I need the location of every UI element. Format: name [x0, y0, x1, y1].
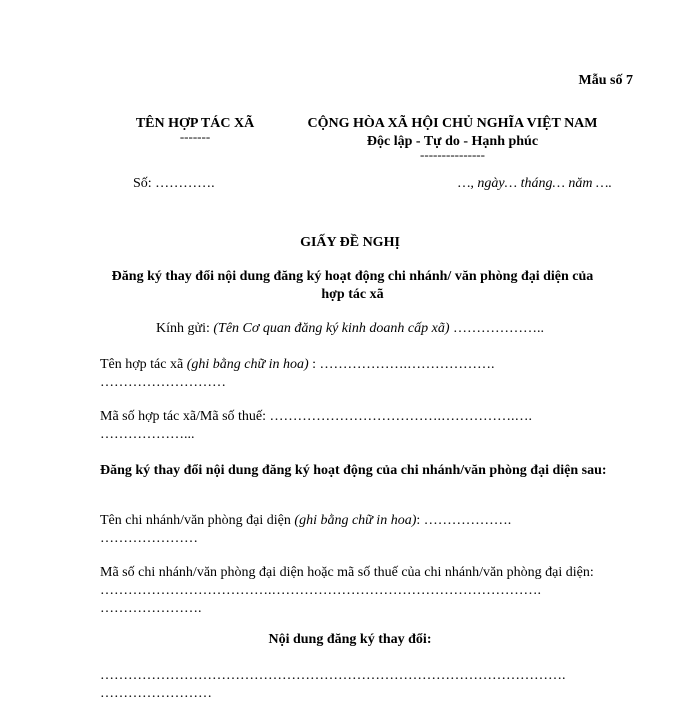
field-dots: ……………………………………………………………………………………….	[100, 668, 566, 683]
nation-title: CỘNG HÒA XÃ HỘI CHỦ NGHĨA VIỆT NAM	[307, 116, 598, 131]
motto-divider: ---------------	[420, 147, 485, 162]
field-cooperative-name	[100, 356, 610, 392]
recipient-line	[0, 321, 700, 337]
recipient-label: Kính gửi:	[156, 321, 214, 336]
field-label: Tên chi nhánh/văn phòng đại diện	[100, 513, 295, 528]
field-dots: : ……………….……………….	[308, 357, 495, 372]
field-label: Tên hợp tác xã	[100, 357, 187, 372]
field-branch-name	[100, 512, 610, 548]
recipient-dots: ………………..	[449, 321, 544, 336]
recipient-hint: (Tên Cơ quan đăng ký kinh doanh cấp xã)	[213, 321, 450, 336]
content-heading: Nội dung đăng ký thay đổi:	[268, 632, 432, 647]
field-dots-continued: ………………….	[100, 601, 202, 616]
nation-motto: Độc lập - Tự do - Hạnh phúc	[366, 134, 539, 149]
field-change-content	[100, 667, 610, 703]
field-branch-code	[100, 564, 610, 618]
field-dots-continued: ………………...	[100, 427, 195, 442]
field-dots-continued: …………………	[100, 531, 198, 546]
field-dots-continued: ……………………	[100, 686, 212, 701]
org-divider: -------	[179, 129, 211, 144]
field-label: Mã số chi nhánh/văn phòng đại diện hoặc mã số thuế của chi nhánh/văn phòng đại diện: ……………………………….………………………………………………….	[100, 565, 594, 598]
document-number: Số: ………….	[133, 176, 215, 191]
org-header	[95, 116, 295, 142]
date-line: …, ngày… tháng… năm ….	[457, 176, 612, 191]
field-dots: : ……………….	[416, 513, 512, 528]
document-subtitle: Đăng ký thay đổi nội dung đăng ký hoạt động chi nhánh/ văn phòng đại diện của hợp tác xã	[111, 269, 594, 302]
field-label: Mã số hợp tác xã/Mã số thuế: ……………………………….…………….….	[100, 409, 533, 424]
field-hint: (ghi bằng chữ in hoa)	[186, 357, 309, 372]
document-title: GIẤY ĐỀ NGHỊ	[300, 235, 400, 250]
section-heading: Đăng ký thay đổi nội dung đăng ký hoạt động của chi nhánh/văn phòng đại diện sau:	[100, 463, 607, 478]
field-dots-continued: ………………………	[100, 375, 226, 390]
field-cooperative-code	[100, 408, 610, 444]
national-header	[270, 116, 635, 160]
org-name: TÊN HỢP TÁC XÃ	[135, 116, 255, 131]
field-hint: (ghi bằng chữ in hoa)	[294, 513, 417, 528]
form-number: Mẫu số 7	[578, 73, 633, 88]
